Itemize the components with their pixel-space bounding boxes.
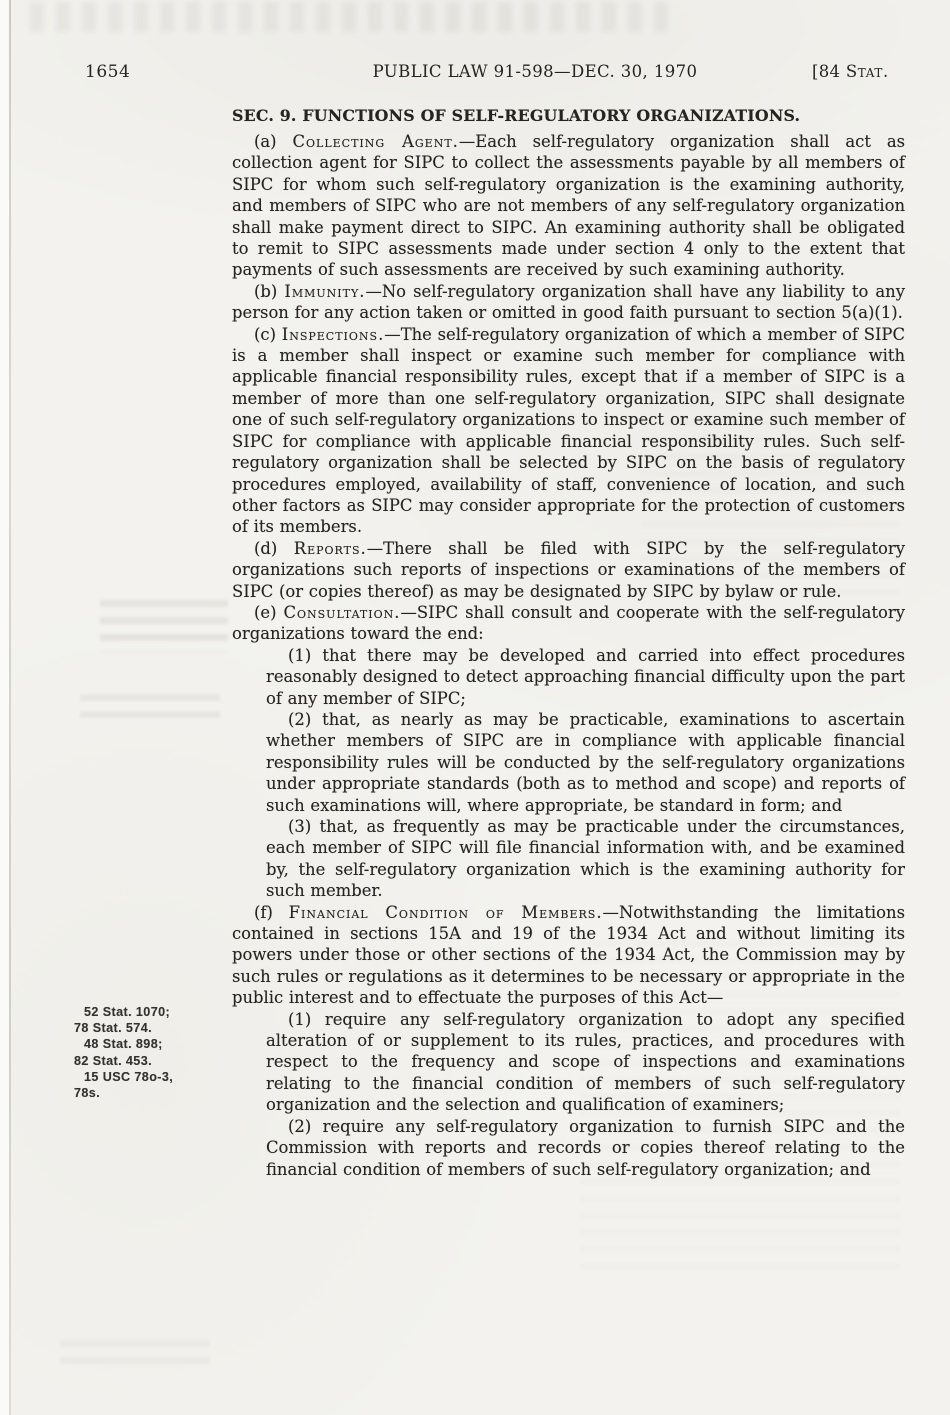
margin-citation-line: 52 Stat. 1070; [84,1005,171,1019]
paragraph-a [232,131,905,281]
clause-e-1: (1) that there may be developed and carried into effect procedures reasonably designed to detect approaching financial difficulty upon the part of any member of SIPC; [266,645,905,708]
paragraph-c-text: —The self-regulatory organization of which a member of SIPC is a member shall inspect or examine such member for compliance with applicable financial responsibility rules, except that if a member of SIPC is a member of more than one self-regulatory organization, SIPC shall designate one of such self-regulatory organizations to inspect or examine such member of SIPC for compliance with applicable financial responsibility rules. Such self-regulatory organization shall be selected by SIPC on the basis of regulatory procedures employed, availability of staff, convenience of location, and such other factors as SIPC may consider appropriate for the protection of customers of its members. [232,324,906,537]
paragraph-c-label: (c) [254,324,276,344]
paragraph-f-head: Financial Condition of Members. [288,902,603,922]
paragraph-d-text: —There shall be filed with SIPC by the self-regulatory organizations such reports of inspections or examinations of the members of SIPC (or copies thereof) as may be designated by SIPC by bylaw or rule. [232,538,905,601]
clause-e-3: (3) that, as frequently as may be practicable under the circumstances, each member of SIPC will file financial information with, and be examined by, the self-regulatory organization which is the examining authority for such member. [266,817,905,901]
bleed-through-mark [80,694,220,726]
page-number: 1654 [85,62,131,82]
paragraph-a-label: (a) [254,132,277,151]
statute-volume-label [812,62,889,81]
clause-e-2: (2) that, as nearly as may be practicable, examinations to ascertain whether members of SIPC are in compliance with applicable financial responsibility rules will be conducted by the self-regulatory organizations under appropriate standards (both as to method and scope) and reports of such examinations will, where appropriate, be standard in form; and [266,709,905,815]
bleed-through-mark [100,600,228,652]
paragraph-f [232,902,905,1009]
scan-top-smudge [30,2,670,32]
clause-f-2: (2) require any self-regulatory organization to furnish SIPC and the Commission with reports and records or copies thereof relating to the financial condition of members of such self-regulatory organization; and [266,1116,905,1179]
paragraph-b [232,281,905,324]
paragraph-f-text: —Notwithstanding the limitations contained in sections 15A and 19 of the 1934 Act and without limiting its powers under those or other sections of the 1934 Act, the Commission may by such rules or regulations as it determines to be necessary or appropriate in the public interest and to effectuate the purposes of this Act— [232,902,905,1008]
margin-citation-line: 48 Stat. 898; [84,1037,163,1052]
statute-text-column [232,106,905,1180]
running-header: PUBLIC LAW 91-598—DEC. 30, 1970 [372,62,698,81]
paragraph-c [232,324,905,538]
margin-citation-line: 78s. [74,1086,101,1101]
clause-f-1: (1) require any self-regulatory organization to adopt any specified alteration of or supplement to its rules, practices, and procedures with respect to the frequency and scope of inspections and examinations relating to the financial condition of members of such self-regulatory organization and the selection and qualification of examiners; [266,1009,905,1115]
paragraph-c-head: Inspections. [281,324,385,344]
paragraph-a-text: —Each self-regulatory organization shall act as collection agent for SIPC to collect the assessments payable by all members of SIPC for whom such self-regulatory organization is the examining authority, and members of SIPC who are not members of any self-regulatory organization shall make payment direct to SIPC. An examining authority shall be obligated to remit to SIPC assessments made under section 4 only to the extent that payments of such assessments are received by such examining authority. [232,132,906,280]
paragraph-d [232,538,905,602]
paragraph-b-head: Immunity. [284,281,366,301]
margin-citations [74,1004,226,1101]
scan-edge-strip [0,0,9,1415]
margin-citation-line: 78 Stat. 574. [74,1021,153,1036]
statute-volume-word: Stat. [845,62,889,81]
margin-citation-line: 82 Stat. 453. [74,1053,153,1068]
paragraph-d-label: (d) [254,538,278,558]
paragraph-a-head: Collecting Agent. [292,132,459,151]
statute-volume-bracket: [84 [812,62,846,81]
paragraph-d-head: Reports. [293,538,367,558]
paragraph-e-label: (e) [254,602,277,622]
paragraph-e-text: —SIPC shall consult and cooperate with the self-regulatory organizations toward the end: [232,602,905,644]
paragraph-b-text: —No self-regulatory organization shall have any liability to any person for any action taken or omitted in good faith pursuant to section 5(a)(1). [232,281,905,323]
paragraph-e [232,602,905,645]
paragraph-e-head: Consultation. [283,602,401,622]
paragraph-b-label: (b) [254,281,278,301]
bleed-through-mark [60,1340,210,1370]
scan-edge-line [9,0,11,1415]
section-heading: SEC. 9. FUNCTIONS OF SELF-REGULATORY ORGANIZATIONS. [232,106,801,125]
paragraph-f-label: (f) [254,902,273,922]
margin-citation-line: 15 USC 78o-3, [84,1069,174,1084]
